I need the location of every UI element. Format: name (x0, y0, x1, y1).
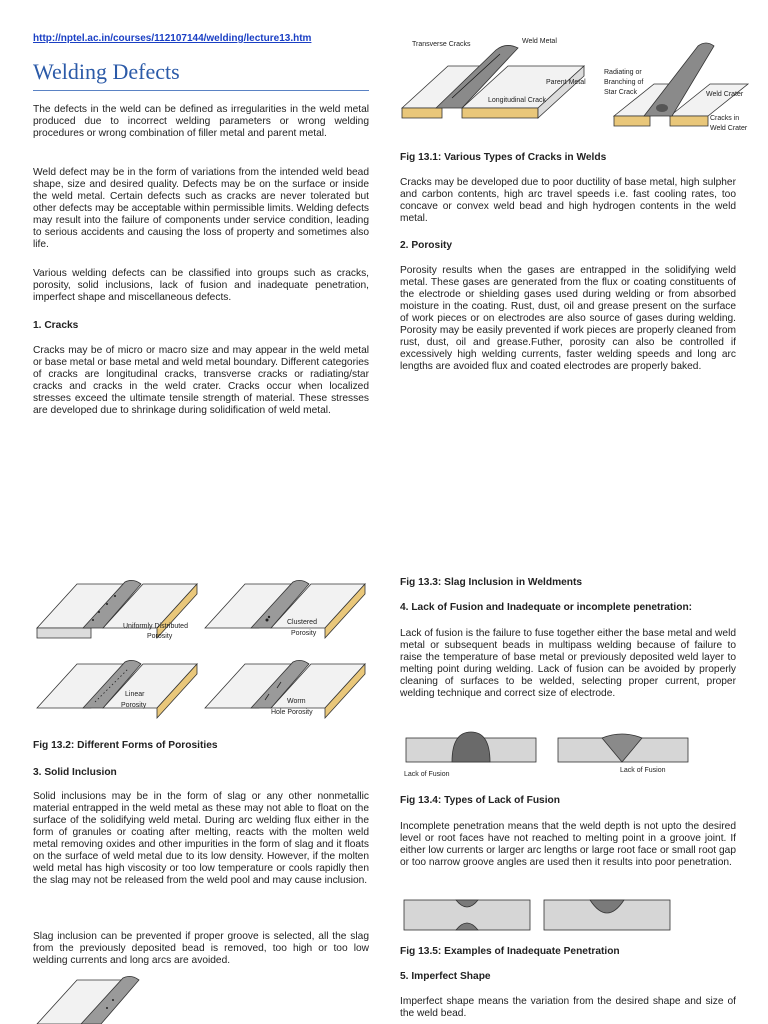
plate-linear-porosity (37, 660, 197, 718)
left-column (33, 0, 369, 1024)
imperfect-shape-paragraph: Imperfect shape means the variation from the desired shape and size of the weld bead. (400, 996, 736, 1019)
cracks-paragraph: Cracks may be of micro or macro size and may appear in the weld metal or base metal or base metal and weld metal boundary. Different categories of cracks are longitudinal cracks, transverse cracks or radiating/star cracks and cracks in the weld crater. Cracks occur when localized stresses exceed the ultimate tensile strength of material. These stresses are developed due to shrinkage during solidification of weld metal. (33, 345, 369, 416)
solid-inclusion-paragraph-1: Solid inclusions may be in the form of slag or any other nonmetallic material entrapped in the weld metal as these may not able to float on the surface of the solidifying weld metal. During arc welding flux either in the form of granules or coating after melting, reacts with the molten weld metal removing oxides and other impurities in the form of slag and it floats on the surface of weld metal due to its low density. However, if the molten weld metal has high viscosity or too low temperature or cools rapidly then the slag may not be released from the weld pool and may cause inclusion. (33, 791, 369, 886)
section-heading-cracks: 1. Cracks (33, 320, 79, 331)
page-title: Welding Defects (33, 59, 180, 84)
label-worm-2: Hole Porosity (271, 709, 313, 716)
label-clustered-2: Porosity (291, 630, 317, 637)
intro-paragraph-1: The defects in the weld can be defined as irregularities in the weld metal produced due to incorrect welding parameters or wrong welding procedures or wrong combination of filler metal and parent metal. (33, 104, 369, 139)
label-worm-1: Worm (287, 698, 306, 705)
cracks-paragraph-2: Cracks may be developed due to poor ductility of base metal, high sulpher and carbon contents, high arc travel speeds i.e. fast cooling rates, too concave or convex weld bead and high hydrogen contents in the weld metal. (400, 177, 736, 224)
figure-13-5-caption: Fig 13.5: Examples of Inadequate Penetration (400, 946, 620, 957)
label-lack-of-fusion-2: Lack of Fusion (620, 767, 666, 774)
intro-paragraph-3: Various welding defects can be classified into groups such as cracks, porosity, solid inclusions, lack of fusion and inadequate penetration, imperfect shape and miscellaneous defects. (33, 268, 369, 303)
label-uniform-2: Porosity (147, 633, 173, 640)
title-rule (33, 90, 369, 91)
label-uniform-1: Uniformly Distributed (123, 623, 188, 630)
right-column (400, 0, 748, 1024)
cracks-figure (400, 36, 760, 132)
section-heading-porosity: 2. Porosity (400, 240, 453, 251)
plate-clustered-porosity (205, 580, 365, 638)
figure-13-1-caption: Fig 13.1: Various Types of Cracks in Welds (400, 152, 607, 163)
figure-13-2-caption: Fig 13.2: Different Forms of Porosities (33, 740, 218, 751)
inadequate-penetration-figure (400, 896, 740, 936)
label-radiating-2: Branching of (604, 79, 644, 86)
figure-13-3-caption: Fig 13.3: Slag Inclusion in Weldments (400, 577, 583, 588)
penetration-paragraph: Incomplete penetration means that the weld depth is not upto the desired level or root faces have not reached to melting point in a groove joint. If either low currents or larger arc lengths or large root face or small root gap or too narrow groove angles are used then it results into poor penetration. (400, 821, 736, 868)
section-heading-imperfect-shape: 5. Imperfect Shape (400, 971, 491, 982)
label-transverse-cracks: Transverse Cracks (412, 41, 471, 48)
label-weld-crater: Weld Crater (706, 91, 744, 98)
label-longitudinal-crack: Longitudinal Crack (488, 97, 546, 104)
label-weld-metal: Weld Metal (522, 38, 557, 45)
label-radiating-3: Star Crack (604, 89, 638, 96)
source-link[interactable]: http://nptel.ac.in/courses/112107144/welding/lecture13.htm (33, 33, 312, 44)
section-heading-lack-of-fusion: 4. Lack of Fusion and Inadequate or incomplete penetration: (400, 602, 693, 613)
label-lack-of-fusion-1: Lack of Fusion (404, 771, 450, 778)
porosity-figure (33, 576, 369, 726)
intro-paragraph-2: Weld defect may be in the form of variations from the intended weld bead shape, size and desired quality. Defects may be on the surface or inside the weld metal. Certain defects such as cracks are never tolerated but other defects may be acceptable within permissible limits. Welding defects may result into the failure of components under service condition, leading to serious accidents and causing the loss of property and sometimes also life. (33, 167, 369, 250)
section-heading-solid-inclusion: 3. Solid Inclusion (33, 767, 117, 778)
slag-inclusion-figure (33, 972, 153, 1024)
figure-13-4-caption: Fig 13.4: Types of Lack of Fusion (400, 795, 561, 806)
solid-inclusion-paragraph-2: Slag inclusion can be prevented if proper groove is selected, all the slag from the previously deposited bead is removed, too high or too low welding currents and long arcs are avoided. (33, 931, 369, 966)
label-cracks-in-2: Weld Crater (710, 125, 748, 132)
label-clustered-1: Clustered (287, 619, 317, 626)
label-linear-2: Porosity (121, 702, 147, 709)
label-parent-metal: Parent Metal (546, 79, 586, 86)
label-radiating-1: Radiating or (604, 69, 642, 76)
label-cracks-in-1: Cracks in (710, 115, 740, 122)
porosity-paragraph: Porosity results when the gases are entrapped in the solidifying weld metal. These gases are generated from the flux or coating constituents of the electrode or shielding gases used during welding or from absorbed moisture in the coating. Rust, dust, oil and grease present on the surface of work pieces or on electrodes are also source of gases during welding. Porosity may be easily prevented if work pieces are properly cleaned from rust, dust, oil and grease.Futher, porosity can also be controlled if excessively high welding currents, faster welding speeds and long arc lengths are avoided flux and coated electrodes are properly baked. (400, 265, 736, 372)
label-linear-1: Linear (125, 691, 145, 698)
lack-of-fusion-figure (400, 728, 740, 782)
lack-of-fusion-paragraph: Lack of fusion is the failure to fuse together either the base metal and weld metal or subsequent beads in multipass welding because of failure to raise the temperature of base metal or previously deposited weld layer to melting point during welding. Lack of fusion can be avoided by properly cleaning of surfaces to be welded, selecting proper current, proper welding technique and correct size of electrode. (400, 628, 736, 699)
